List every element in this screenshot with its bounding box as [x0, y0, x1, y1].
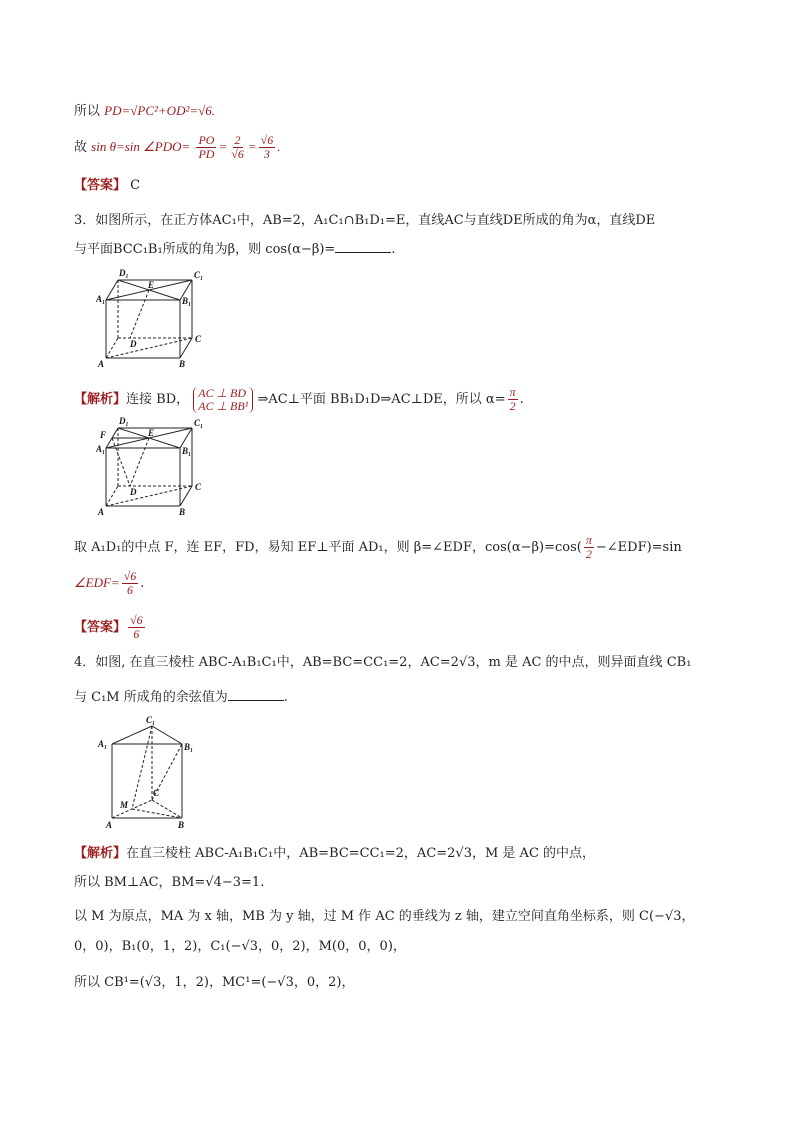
label-e: E [148, 280, 155, 290]
label-prism-c1: C₁ [146, 715, 156, 725]
q3-line-2 [74, 240, 395, 259]
sin-frac-1-num: PO [198, 133, 215, 147]
q4-line-1: 4．如图, 在直三棱柱 ABC-A₁B₁C₁中，AB=BC=CC₁=2，AC=2√3，m 是 AC 的中点，则异面直线 CB₁ [74, 655, 692, 670]
answer-blank-2 [228, 688, 284, 701]
sol3-sys-2: AC ⊥ BB¹ [198, 398, 249, 413]
label-b1-2: B₁ [182, 446, 192, 456]
sol3-end: . [519, 392, 524, 407]
q4-end: . [283, 690, 288, 705]
sol3-line-2 [74, 534, 682, 561]
sol4-line-5: 所以 CB¹=(√3，1，2)，MC¹=(−√3，0，2)， [74, 975, 355, 990]
sol3-frac [508, 386, 518, 413]
q3-line-1: 3．如图所示，在正方体AC₁中，AB=2，A₁C₁∩B₁D₁=E，直线AC与直线DE所成的角为α，直线DE [74, 213, 656, 228]
sin-end: . [277, 139, 281, 154]
answer-1-value: C [130, 178, 141, 193]
sol3-sys-1: AC ⊥ BD [198, 385, 247, 400]
prism-figure [96, 714, 206, 836]
label-a1: A₁ [96, 294, 106, 304]
sin-frac-3 [259, 134, 276, 161]
label-d: D [130, 339, 137, 349]
sin-prefix: 故 [74, 140, 88, 155]
sol4-line-4: 0，0)，B₁(0，1，2)，C₁(−√3，0，2)，M(0，0，0)， [74, 939, 406, 954]
q3-end: . [391, 242, 396, 257]
answer-blank [335, 240, 391, 253]
sol4-tag: 【解析】 [74, 845, 127, 860]
sol3-line-3-frac-num: √6 [123, 569, 137, 583]
label-a-2: A [98, 507, 105, 517]
sol4-line-3: 以 M 为原点，MA 为 x 轴，MB 为 y 轴，过 M 作 AC 的垂线为 z 轴，建立空间直角坐标系，则 C(−√3， [74, 909, 695, 924]
q4-line-2-text: 与 C₁M 所成角的余弦值为 [74, 690, 228, 705]
sol3-line-3-frac-den: 6 [127, 583, 133, 597]
sol3-tag: 【解析】 [74, 391, 127, 406]
sol3-line-1 [74, 386, 524, 413]
label-d-2: D [130, 487, 137, 497]
label-prism-b1: B₁ [184, 742, 194, 752]
sin-frac-2-den: √6 [231, 147, 244, 161]
sol3-frac-num: π [509, 385, 516, 399]
answer-3-den: 6 [133, 627, 140, 641]
answer-1-tag: 【答案】 [74, 177, 127, 192]
sin-frac-1 [196, 134, 216, 161]
label-prism-a: A [106, 820, 113, 830]
label-b-2: B [179, 507, 186, 517]
label-prism-a1: A₁ [98, 739, 108, 749]
sol3-line-3-text: ∠EDF= [74, 575, 120, 590]
sol3-line-3 [74, 570, 144, 597]
sin-frac-3-den: 3 [263, 147, 270, 161]
sol3-line-2-tail: −∠EDF)=sin [595, 540, 682, 555]
sol3-text-a: 连接 BD， [126, 392, 190, 407]
sol3-line-2-frac-num: π [585, 533, 592, 547]
pd-prefix: 所以 [74, 104, 101, 119]
sin-eq: = [218, 139, 228, 154]
cube-figure-2 [96, 414, 216, 522]
answer-3-num: √6 [130, 613, 143, 627]
label-c1-2: C₁ [194, 418, 204, 428]
sin-lhs: sin θ=sin ∠PDO= [91, 139, 191, 154]
sol3-line-2-frac [584, 534, 594, 561]
q3-line-2-text: 与平面BCC₁B₁所成的角为β，则 cos(α−β)= [74, 242, 336, 257]
sol3-text-b: ⇒AC⊥平面 BB₁D₁D⇒AC⊥DE，所以 α= [257, 392, 506, 407]
label-c: C [195, 334, 202, 344]
label-a: A [98, 359, 105, 369]
q4-line-2 [74, 688, 288, 707]
sin-line [74, 134, 280, 161]
label-e-2: E [148, 428, 155, 438]
cube-figure-1 [96, 266, 216, 374]
label-c1: C₁ [194, 270, 204, 280]
sol3-line-3-end: . [140, 576, 145, 591]
label-c-2: C [195, 482, 202, 492]
label-prism-c: C [153, 788, 160, 798]
sin-eq2: = [247, 139, 257, 154]
pd-formula: PD=√PC²+OD²=√6. [104, 103, 216, 118]
sin-frac-2 [229, 134, 246, 161]
sin-frac-2-num: 2 [234, 133, 241, 147]
answer-3 [74, 614, 147, 641]
answer-1 [74, 176, 140, 195]
sol4-line-1-text: 在直三棱柱 ABC-A₁B₁C₁中，AB=BC=CC₁=2，AC=2√3，M 是 AC 的中点， [126, 846, 596, 861]
label-b1: B₁ [182, 296, 192, 306]
label-prism-b: B [178, 820, 185, 830]
sin-frac-3-num: √6 [260, 133, 274, 147]
sol4-line-1 [74, 844, 595, 863]
label-prism-m: M [120, 800, 129, 810]
sol3-frac-den: 2 [509, 399, 516, 413]
label-a1-2: A₁ [96, 444, 106, 454]
pd-line [74, 102, 215, 121]
label-b: B [179, 359, 186, 369]
sol3-line-3-frac [122, 570, 139, 597]
sol3-line-2-text: 取 A₁D₁的中点 F，连 EF，FD，易知 EF⊥平面 AD₁，则 β=∠EDF，cos(α−β)=cos( [74, 540, 582, 555]
sol4-line-2: 所以 BM⊥AC，BM=√4−3=1. [74, 875, 265, 890]
label-d1: D₁ [119, 268, 129, 278]
answer-3-tag: 【答案】 [74, 619, 127, 634]
answer-3-frac [128, 614, 145, 641]
sol3-system [193, 387, 253, 413]
label-d1-2: D₁ [119, 416, 129, 426]
sin-frac-1-den: PD [198, 147, 215, 161]
sol3-line-2-frac-den: 2 [585, 547, 592, 561]
label-f: F [100, 430, 107, 440]
